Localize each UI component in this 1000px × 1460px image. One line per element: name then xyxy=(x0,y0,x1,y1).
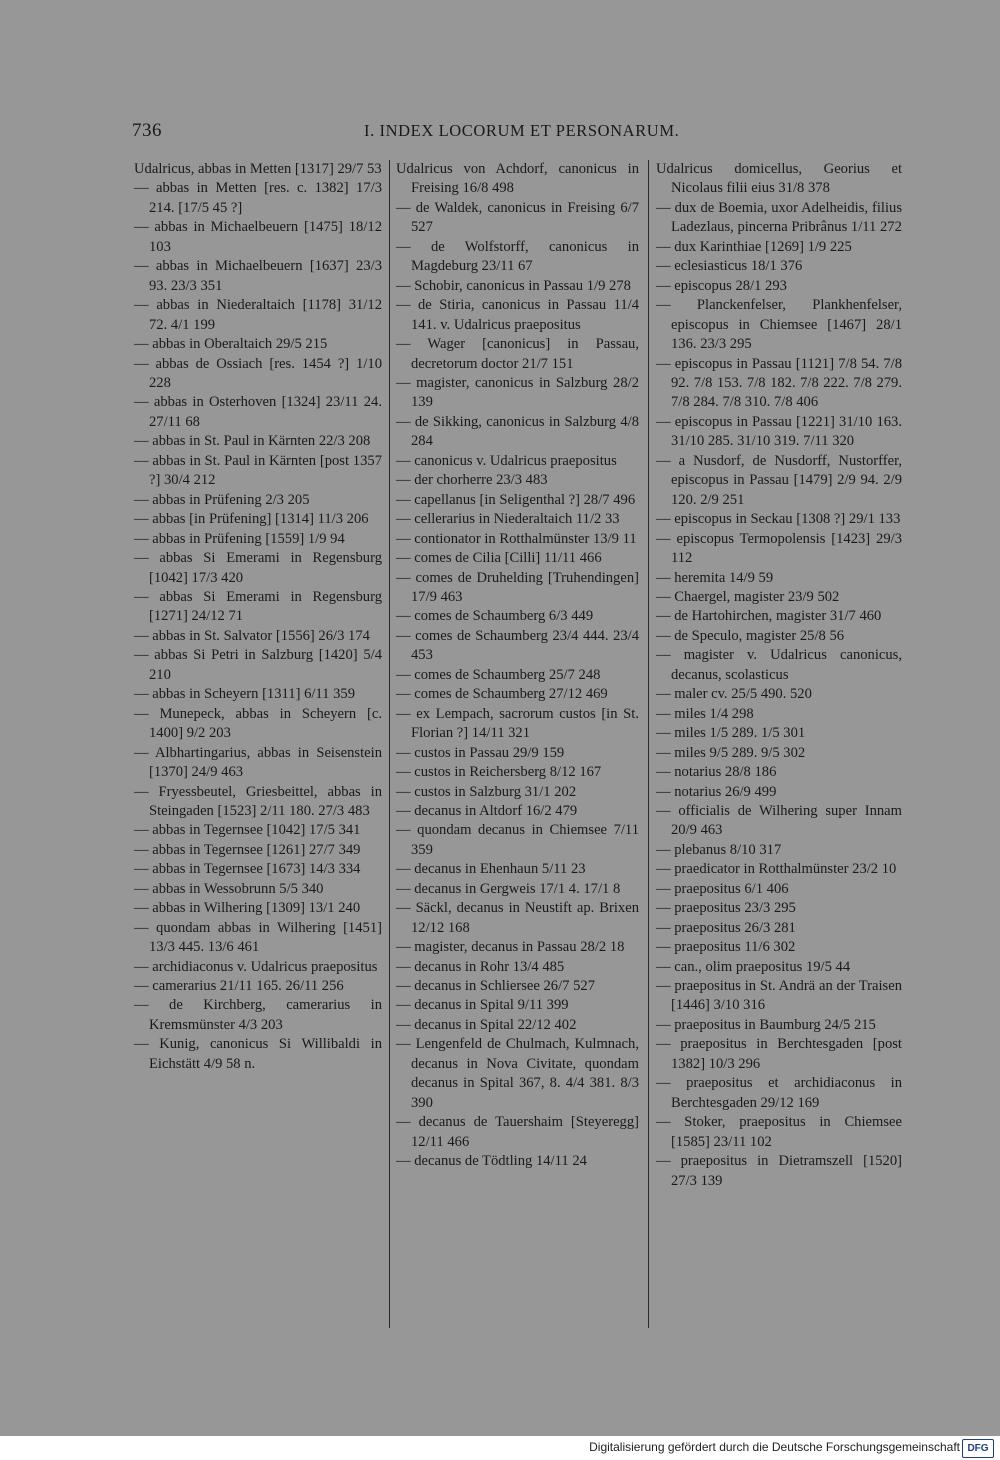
column-divider xyxy=(389,160,390,1328)
index-entry: — magister, decanus in Passau 28/2 18 xyxy=(396,939,625,956)
index-entry: — decanus in Altdorf 16/2 479 xyxy=(396,802,578,819)
index-entry: — episcopus 28/1 293 xyxy=(656,277,787,294)
index-entry: — de Kirchberg, camerarius in Kremsmünster 4/3 203 xyxy=(134,997,382,1033)
index-entry: — Lengenfeld de Chulmach, Kulmnach, decanus in Nova Civitate, quondam decanus in Spital 367, 8. 4/4 381. 8/3 390 xyxy=(396,1036,639,1111)
index-entry: — Stoker, praepositus in Chiemsee [1585] 23/11 102 xyxy=(656,1114,902,1150)
index-entry: — comes de Schaumberg 6/3 449 xyxy=(396,608,594,625)
index-entry: — heremita 14/9 59 xyxy=(656,569,774,586)
index-entry: — de Speculo, magister 25/8 56 xyxy=(656,627,845,644)
index-entry: — comes de Cilia [Cilli] 11/11 466 xyxy=(396,550,602,567)
index-entry: — can., olim praepositus 19/5 44 xyxy=(656,958,851,975)
index-entry: — decanus in Gergweis 17/1 4. 17/1 8 xyxy=(396,880,621,897)
index-entry: — abbas in Osterhoven [1324] 23/11 24. 27/11 68 xyxy=(134,394,382,430)
index-entry: — dux Karinthiae [1269] 1/9 225 xyxy=(656,238,852,255)
index-entry: — abbas in Niederaltaich [1178] 31/12 72. 4/1 199 xyxy=(134,297,382,333)
index-entry: Udalricus domicellus, Georius et Nicolaus filii eius 31/8 378 xyxy=(656,161,902,197)
index-entry: — Planckenfelser, Plankhenfelser, episcopus in Chiemsee [1467] 28/1 136. 23/3 295 xyxy=(656,297,902,353)
index-entry: — comes de Schaumberg 23/4 444. 23/4 453 xyxy=(396,627,639,664)
index-entry: — notarius 26/9 499 xyxy=(656,783,777,800)
index-entry: — decanus in Spital 22/12 402 xyxy=(396,1016,577,1033)
index-entry: — capellanus [in Seligenthal ?] 28/7 496 xyxy=(396,491,636,508)
index-entry: — abbas in St. Paul in Kärnten 22/3 208 xyxy=(134,433,371,450)
page-number: 736 xyxy=(132,120,162,141)
index-entry: — comes de Schaumberg 27/12 469 xyxy=(396,686,608,703)
index-entry: — decanus de Tauershaim [Steyeregg] 12/11 466 xyxy=(396,1114,639,1150)
index-entry: — episcopus in Seckau [1308 ?] 29/1 133 xyxy=(656,511,901,528)
index-entry: — de Sikking, canonicus in Salzburg 4/8 284 xyxy=(396,413,639,450)
index-entry: — de Wolfstorff, canonicus in Magdeburg 23/11 67 xyxy=(396,238,639,275)
index-entry: — plebanus 8/10 317 xyxy=(656,841,782,858)
index-entry: — abbas in St. Paul in Kärnten [post 1357 ?] 30/4 212 xyxy=(134,452,382,489)
index-entry: — abbas Si Emerami in Regensburg [1042] 17/3 420 xyxy=(134,550,382,586)
index-entry: — praepositus in St. Andrä an der Traisen [1446] 3/10 316 xyxy=(656,978,902,1014)
index-entry: — de Waldek, canonicus in Freising 6/7 527 xyxy=(396,199,639,236)
index-entry: — eclesiasticus 18/1 376 xyxy=(656,258,803,275)
index-entry: — abbas in Scheyern [1311] 6/11 359 xyxy=(134,686,356,703)
index-entry: — abbas in Michaelbeuern [1475] 18/12 103 xyxy=(134,219,382,255)
index-entry: — maler cv. 25/5 490. 520 xyxy=(656,686,812,703)
index-entry: — magister v. Udalricus canonicus, decanus, scolasticus xyxy=(656,647,902,683)
index-entry: — ex Lempach, sacrorum custos [in St. Florian ?] 14/11 321 xyxy=(396,705,639,742)
index-entry: — contionator in Rotthalmünster 13/9 11 xyxy=(396,530,637,547)
index-entry: Udalricus, abbas in Metten [1317] 29/7 53 xyxy=(134,161,382,177)
index-entry: — praepositus in Dietramszell [1520] 27/3 139 xyxy=(656,1153,902,1189)
index-entry: — abbas in Tegernsee [1042] 17/5 341 xyxy=(134,822,361,839)
index-entry: — episcopus Termopolensis [1423] 29/3 112 xyxy=(656,530,902,567)
index-entry: — praepositus 23/3 295 xyxy=(656,900,796,917)
index-entry: — praepositus in Berchtesgaden [post 1382] 10/3 296 xyxy=(656,1036,902,1072)
index-entry: — abbas de Ossiach [res. 1454 ?] 1/10 228 xyxy=(134,355,382,391)
index-entry: — a Nusdorf, de Nusdorff, Nustorffer, episcopus in Passau [1479] 2/9 94. 2/9 120. 2/9 251 xyxy=(656,452,902,508)
index-entry: — comes de Druhelding [Truhendingen] 17/9 463 xyxy=(396,569,639,605)
index-entry: — abbas in Metten [res. c. 1382] 17/3 214. [17/5 45 ?] xyxy=(134,180,382,216)
index-entry: — camerarius 21/11 165. 26/11 256 xyxy=(134,978,344,995)
index-entry: — Albhartingarius, abbas in Seisenstein [1370] 24/9 463 xyxy=(134,744,382,781)
index-entry: Udalricus von Achdorf, canonicus in Freising 16/8 498 xyxy=(396,161,639,197)
index-entry: — abbas in Wilhering [1309] 13/1 240 xyxy=(134,900,361,917)
index-entry: — de Hartohirchen, magister 31/7 460 xyxy=(656,608,882,625)
index-entry: — praepositus et archidiaconus in Berchtesgaden 29/12 169 xyxy=(656,1075,902,1111)
index-entry: — Kunig, canonicus Si Willibaldi in Eichstätt 4/9 58 n. xyxy=(134,1036,382,1072)
index-entry: — miles 1/4 298 xyxy=(656,705,754,722)
index-entry: — abbas in Michaelbeuern [1637] 23/3 93. 23/3 351 xyxy=(134,258,382,294)
index-entry: — abbas Si Petri in Salzburg [1420] 5/4 210 xyxy=(134,647,382,683)
funding-credit: Digitalisierung gefördert durch die Deutsche Forschungsgemeinschaft xyxy=(589,1440,960,1454)
index-entry: — canonicus v. Udalricus praepositus xyxy=(396,452,617,469)
dfg-logo: DFG xyxy=(962,1439,994,1458)
index-entry: — praepositus in Baumburg 24/5 215 xyxy=(656,1016,876,1033)
index-entry: — abbas in St. Salvator [1556] 26/3 174 xyxy=(134,627,370,644)
index-entry: — episcopus in Passau [1121] 7/8 54. 7/8 92. 7/8 153. 7/8 182. 7/8 222. 7/8 279. 7/8 284. 7/8 310. 7/8 406 xyxy=(656,355,902,411)
index-entry: — abbas in Prüfening 2/3 205 xyxy=(134,491,310,508)
index-entry: — decanus in Ehenhaun 5/11 23 xyxy=(396,861,586,878)
index-entry: — miles 1/5 289. 1/5 301 xyxy=(656,725,806,742)
footer-bar xyxy=(0,1436,1000,1460)
index-entry: — abbas in Tegernsee [1673] 14/3 334 xyxy=(134,861,361,878)
index-column-1 xyxy=(134,160,382,1330)
index-entry: — comes de Schaumberg 25/7 248 xyxy=(396,666,601,683)
index-entry: — Wager [canonicus] in Passau, decretorum doctor 21/7 151 xyxy=(396,336,639,372)
index-entry: — abbas in Prüfening [1559] 1/9 94 xyxy=(134,530,345,547)
index-entry: — custos in Reichersberg 8/12 167 xyxy=(396,764,602,781)
index-entry: — abbas in Oberaltaich 29/5 215 xyxy=(134,336,328,353)
index-column-3 xyxy=(656,160,902,1330)
index-entry: — Munepeck, abbas in Scheyern [c. 1400] 9/2 203 xyxy=(134,705,382,742)
index-entry: — magister, canonicus in Salzburg 28/2 139 xyxy=(396,374,639,411)
index-entry: — decanus in Rohr 13/4 485 xyxy=(396,958,565,975)
page-header xyxy=(132,120,902,142)
index-entry: — custos in Salzburg 31/1 202 xyxy=(396,783,577,800)
index-entry: — abbas Si Emerami in Regensburg [1271] 24/12 71 xyxy=(134,588,382,625)
index-entry: — praedicator in Rotthalmünster 23/2 10 xyxy=(656,861,897,878)
index-entry: — de Stiria, canonicus in Passau 11/4 141. v. Udalricus praepositus xyxy=(396,297,639,333)
index-entry: — miles 9/5 289. 9/5 302 xyxy=(656,744,806,761)
index-entry: — abbas in Tegernsee [1261] 27/7 349 xyxy=(134,841,361,858)
index-entry: — Schobir, canonicus in Passau 1/9 278 xyxy=(396,277,631,294)
index-entry: — decanus in Spital 9/11 399 xyxy=(396,997,569,1014)
index-entry: — officialis de Wilhering super Innam 20/9 463 xyxy=(656,802,902,839)
index-entry: — praepositus 26/3 281 xyxy=(656,919,796,936)
index-entry: — episcopus in Passau [1221] 31/10 163. 31/10 285. 31/10 319. 7/11 320 xyxy=(656,413,902,450)
index-entry: — abbas in Wessobrunn 5/5 340 xyxy=(134,880,324,897)
column-divider xyxy=(648,160,649,1328)
index-entry: — cellerarius in Niederaltaich 11/2 33 xyxy=(396,511,620,528)
running-title: I. INDEX LOCORUM ET PERSONARUM. xyxy=(364,121,680,140)
index-entry: — Säckl, decanus in Neustift ap. Brixen 12/12 168 xyxy=(396,900,639,936)
index-entry: — quondam abbas in Wilhering [1451] 13/3 445. 13/6 461 xyxy=(134,919,382,956)
index-column-2 xyxy=(396,160,639,1330)
index-entry: — quondam decanus in Chiemsee 7/11 359 xyxy=(396,822,639,858)
index-entry: — Fryessbeutel, Griesbeittel, abbas in Steingaden [1523] 2/11 180. 27/3 483 xyxy=(134,783,382,819)
index-entry: — der chorherre 23/3 483 xyxy=(396,472,548,489)
index-entry: — decanus de Tödtling 14/11 24 xyxy=(396,1153,587,1170)
index-entry: — dux de Boemia, uxor Adelheidis, filius Ladezlaus, pincerna Pribrânus 1/11 272 xyxy=(656,199,902,236)
index-entry: — archidiaconus v. Udalricus praepositus xyxy=(134,958,378,975)
index-entry: — custos in Passau 29/9 159 xyxy=(396,744,565,761)
index-entry: — praepositus 6/1 406 xyxy=(656,880,789,897)
index-entry: — Chaergel, magister 23/9 502 xyxy=(656,588,840,605)
index-entry: — praepositus 11/6 302 xyxy=(656,939,796,956)
index-entry: — abbas [in Prüfening] [1314] 11/3 206 xyxy=(134,511,369,528)
index-entry: — decanus in Schliersee 26/7 527 xyxy=(396,978,595,995)
index-entry: — notarius 28/8 186 xyxy=(656,764,777,781)
